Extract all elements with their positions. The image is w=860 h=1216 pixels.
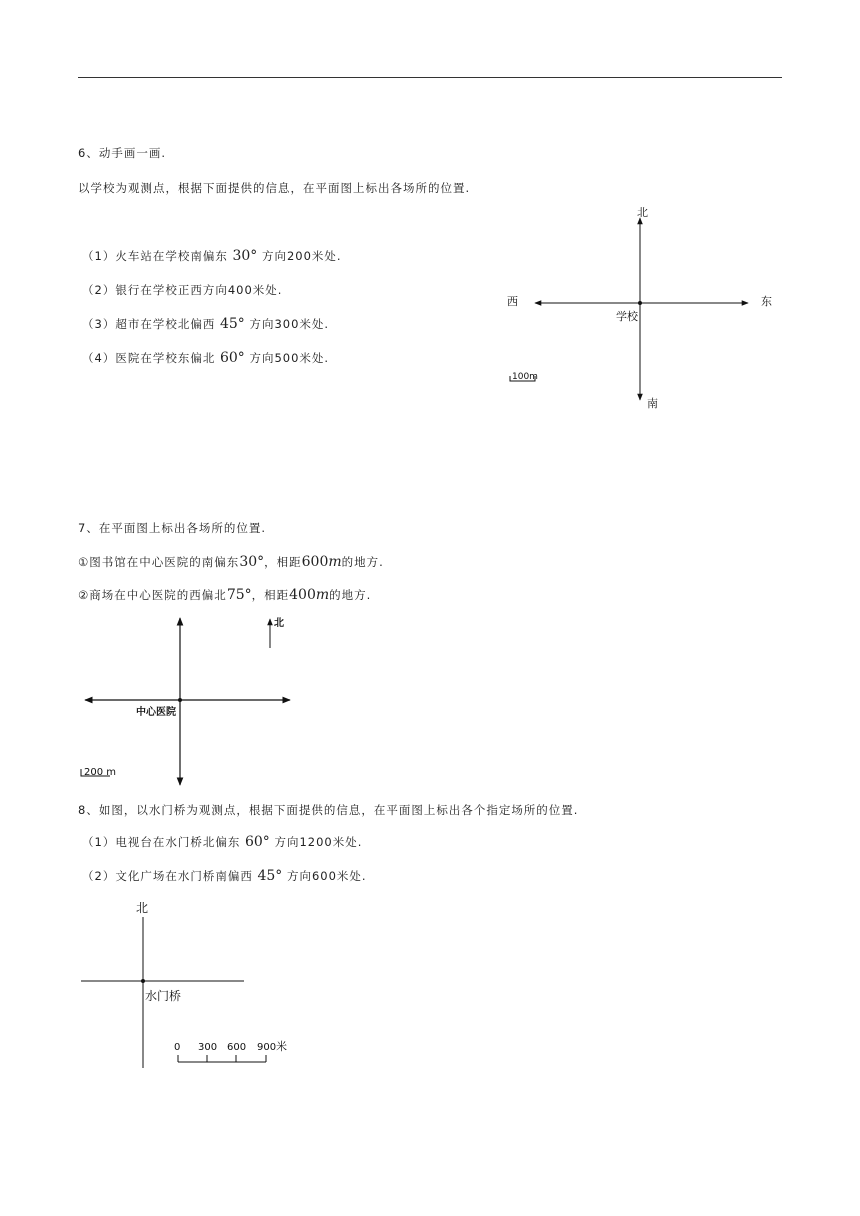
q7-item-2: ②商场在中心医院的西偏北75°，相距400m的地方. — [78, 587, 372, 603]
q6-item-2: （2）银行在学校正西方向400米处. — [82, 283, 283, 297]
q8-center-point — [141, 979, 145, 983]
q7-center-label: 中心医院 — [136, 707, 176, 718]
q7-center-point — [178, 698, 182, 702]
q6-item-1: （1）火车站在学校南偏东 30° 方向200米处. — [82, 248, 342, 264]
q6-title: 6、动手画一画. — [78, 146, 166, 160]
q6-compass-diagram — [507, 206, 772, 410]
q6-center-point — [638, 301, 642, 305]
q8-scale-tick-0: 0 — [174, 1042, 181, 1053]
q6-north-label: 北 — [637, 206, 648, 219]
q8-item-2: （2）文化广场在水门桥南偏西 45° 方向600米处. — [82, 868, 367, 884]
q7-scale-label: 200 m — [84, 767, 117, 778]
q6-intro: 以学校为观测点，根据下面提供的信息，在平面图上标出各场所的位置. — [78, 181, 471, 195]
q7-item-1: ①图书馆在中心医院的南偏东30°，相距600m的地方. — [78, 554, 384, 570]
q8-north-label: 北 — [136, 901, 149, 915]
q8-scale-tick-900: 900 — [257, 1042, 277, 1053]
q8-diagram — [81, 901, 287, 1068]
q8-center-label: 水门桥 — [145, 989, 182, 1003]
q8-item-1: （1）电视台在水门桥北偏东 60° 方向1200米处. — [82, 834, 363, 850]
q8-scale-bar — [178, 1055, 266, 1062]
q6-east-label: 东 — [761, 295, 772, 308]
q6-west-label: 西 — [507, 295, 518, 308]
q6-scale-label: 100m — [512, 372, 538, 382]
q6-south-label: 南 — [647, 397, 658, 410]
q8-scale-unit: 米 — [276, 1040, 287, 1053]
q6-center-label: 学校 — [616, 310, 638, 323]
q6-item-3: （3）超市在学校北偏西 45° 方向300米处. — [82, 316, 330, 332]
q8-scale-tick-600: 600 — [227, 1042, 247, 1053]
q8-title: 8、如图，以水门桥为观测点，根据下面提供的信息，在平面图上标出各个指定场所的位置. — [78, 803, 579, 817]
q7-title: 7、在平面图上标出各场所的位置. — [78, 521, 266, 535]
q6-item-4: （4）医院在学校东偏北 60° 方向500米处. — [82, 350, 330, 366]
q7-north-label: 北 — [274, 618, 284, 629]
q7-diagram — [81, 617, 290, 785]
q8-scale-tick-300: 300 — [198, 1042, 218, 1053]
